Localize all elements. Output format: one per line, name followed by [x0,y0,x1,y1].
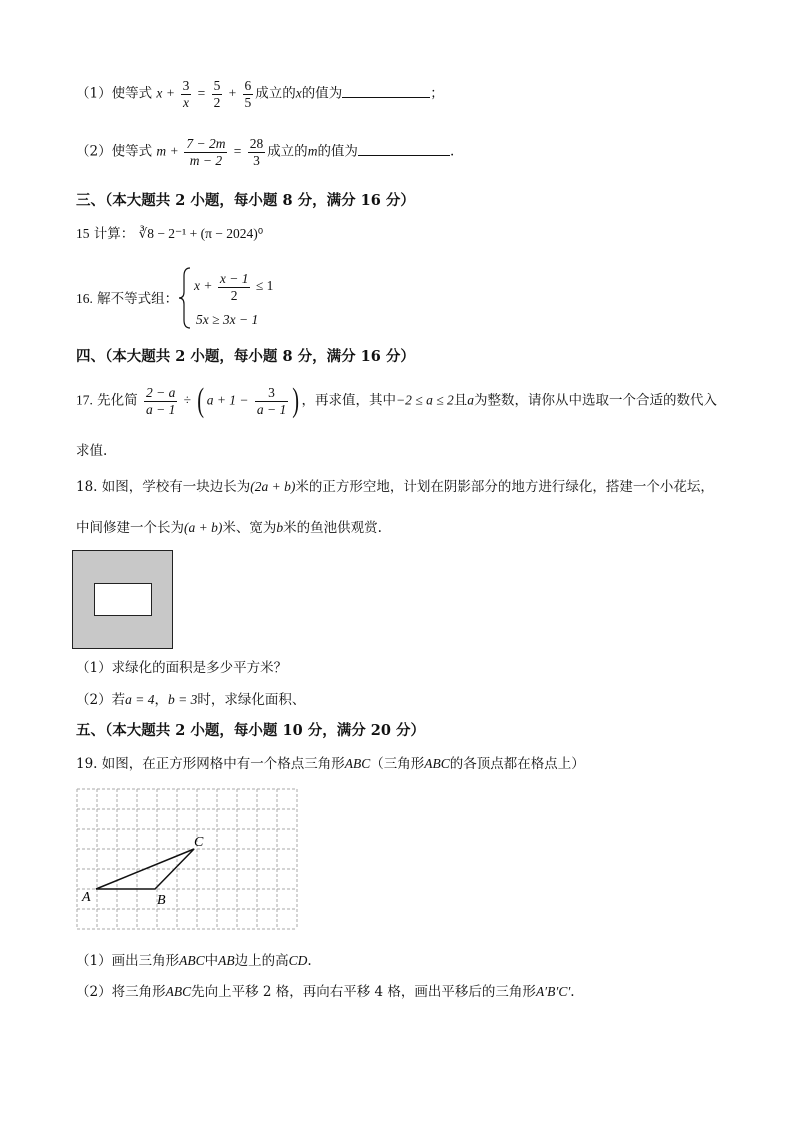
part-number: （1） [76,85,112,102]
q18-sub2 [76,693,305,708]
fraction [243,79,254,109]
fraction [144,386,177,416]
text: 成立的 [255,85,296,102]
answer-blank[interactable] [342,97,430,98]
text: 米的鱼池供观赏. [283,520,382,536]
text: 米的正方形空地，计划在阴影部分的地方进行绿化，搭建一个小花坛， [295,479,714,495]
math-expression: (2a + b) [250,479,296,494]
q16-label [76,292,178,307]
numerator: x − 1 [219,271,249,286]
text: （1）画出三角形 [76,953,180,969]
question-number: 16. [76,291,93,306]
math-expression: ≤ 1 [255,278,274,294]
math-var: x [295,85,302,101]
text: 的值为 [317,143,358,160]
math-var: a [467,392,474,408]
text: 19. 如图，在正方形网格中有一个格点三角形 [76,756,345,772]
garden-square-figure [72,550,173,649]
math-var: AB [218,953,235,968]
text: . [449,143,455,160]
text: . [307,953,312,969]
q16-row1 [194,272,273,302]
math-var: b [276,520,284,535]
math-op: + [228,85,237,101]
fish-pond-rect [94,583,152,616]
text: 且 [453,392,468,409]
numerator: 2 − a [145,385,176,400]
brace [178,266,192,330]
numerator: 7 − 2m [186,136,226,151]
math-var: m [156,143,167,159]
text: 使等式 [111,143,153,160]
text: 的值为 [301,85,343,102]
denominator: m − 2 [189,152,223,168]
text: 使等式 [111,85,153,102]
fraction [184,137,227,167]
q19-sub1 [76,954,312,969]
math-op: = [233,143,242,159]
right-paren: ) [292,382,300,419]
text: 边上的高 [234,953,289,969]
q14-part1 [76,79,444,109]
text: 中间修建一个长为 [76,520,184,536]
text: 的各顶点都在格点上） [449,756,585,772]
text: （2）若 [76,692,126,708]
question-number: 15 [76,226,90,241]
q17-line2: 求值. [76,443,108,459]
denominator: 5 [244,94,252,110]
denominator: x [182,94,189,110]
fraction [212,79,223,109]
math-expression: (a + b) [184,520,223,535]
q18-sub1: （1）求绿化的面积是多少平方米？ [76,660,288,676]
text: 时，求绿化面积、 [197,692,306,708]
q17 [76,384,717,418]
q18-line2 [76,521,382,536]
math-expression: ∛8 − 2⁻¹ + (π − 2024)⁰ [138,226,264,241]
math-var: x [156,85,163,101]
fraction [255,386,288,416]
math-var: CD [288,953,308,968]
fraction [181,79,192,109]
fraction [218,272,251,302]
question-number: 17. [76,392,93,408]
math-var: ABC [165,984,192,999]
text: 中 [204,953,219,969]
text: （2）将三角形 [76,984,166,1000]
vertex-label-c: C [194,835,204,850]
math-expression: a + 1 − [206,392,249,408]
numerator: 3 [182,78,190,93]
q19 [76,757,585,772]
math-op: + [170,143,179,159]
text: ，再求值，其中 [301,392,397,409]
math-op: + [166,85,175,101]
section-title: 五、（本大题共 2 小题，每小题 10 分，满分 20 分） [76,722,425,739]
math-expression: b = 3 [167,692,198,707]
denominator: 3 [253,152,260,168]
denominator: a − 1 [145,401,176,417]
numerator: 28 [249,136,264,151]
math-var: ABC [424,756,450,771]
denominator: 2 [213,94,221,110]
math-var: ABC [344,756,371,771]
text: . [570,984,575,1000]
math-op: ÷ [183,392,192,408]
math-var: ABC [179,953,205,968]
text: ； [430,85,444,102]
text: 18. 如图，学校有一块边长为 [76,479,251,495]
math-var: A′B′C′ [535,984,571,999]
numerator: 6 [244,78,252,93]
answer-blank[interactable] [358,155,450,156]
text: ， [154,692,168,708]
grid-lines [77,789,297,929]
text: 米、宽为 [222,520,277,536]
text: 先向上平移 2 格，再向右平移 4 格，画出平移后的三角形 [191,984,536,1000]
text: 成立的 [267,143,308,160]
text: （三角形 [370,756,425,772]
vertex-label-b: B [157,893,166,908]
math-expression: a = 4 [125,692,155,707]
math-expression: −2 ≤ a ≤ 2 [396,392,454,408]
left-paren: ( [197,382,205,419]
math-expression: x + [194,278,213,294]
part-number: （2） [76,143,112,160]
q16-row2: 5x ≥ 3x − 1 [196,312,259,327]
denominator: a − 1 [256,401,287,417]
q15 [76,227,263,242]
text: 先化简 [97,392,138,409]
math-var: m [307,143,318,159]
numerator: 5 [213,78,221,93]
text: 解不等式组： [97,291,179,307]
numerator: 3 [255,386,288,402]
grid-triangle-figure [76,788,310,932]
fraction [248,137,266,167]
vertex-label-a: A [82,890,91,905]
text: 计算： [93,226,135,242]
section-title: 三、（本大题共 2 小题，每小题 8 分，满分 16 分） [76,192,415,209]
q18-line1 [76,480,714,495]
denominator: 2 [230,287,238,303]
text: 为整数，请你从中选取一个合适的数代入 [473,392,717,409]
q14-part2 [76,137,454,167]
q19-sub2 [76,985,575,1000]
math-op: = [197,85,206,101]
section-title: 四、（本大题共 2 小题，每小题 8 分，满分 16 分） [76,348,415,365]
